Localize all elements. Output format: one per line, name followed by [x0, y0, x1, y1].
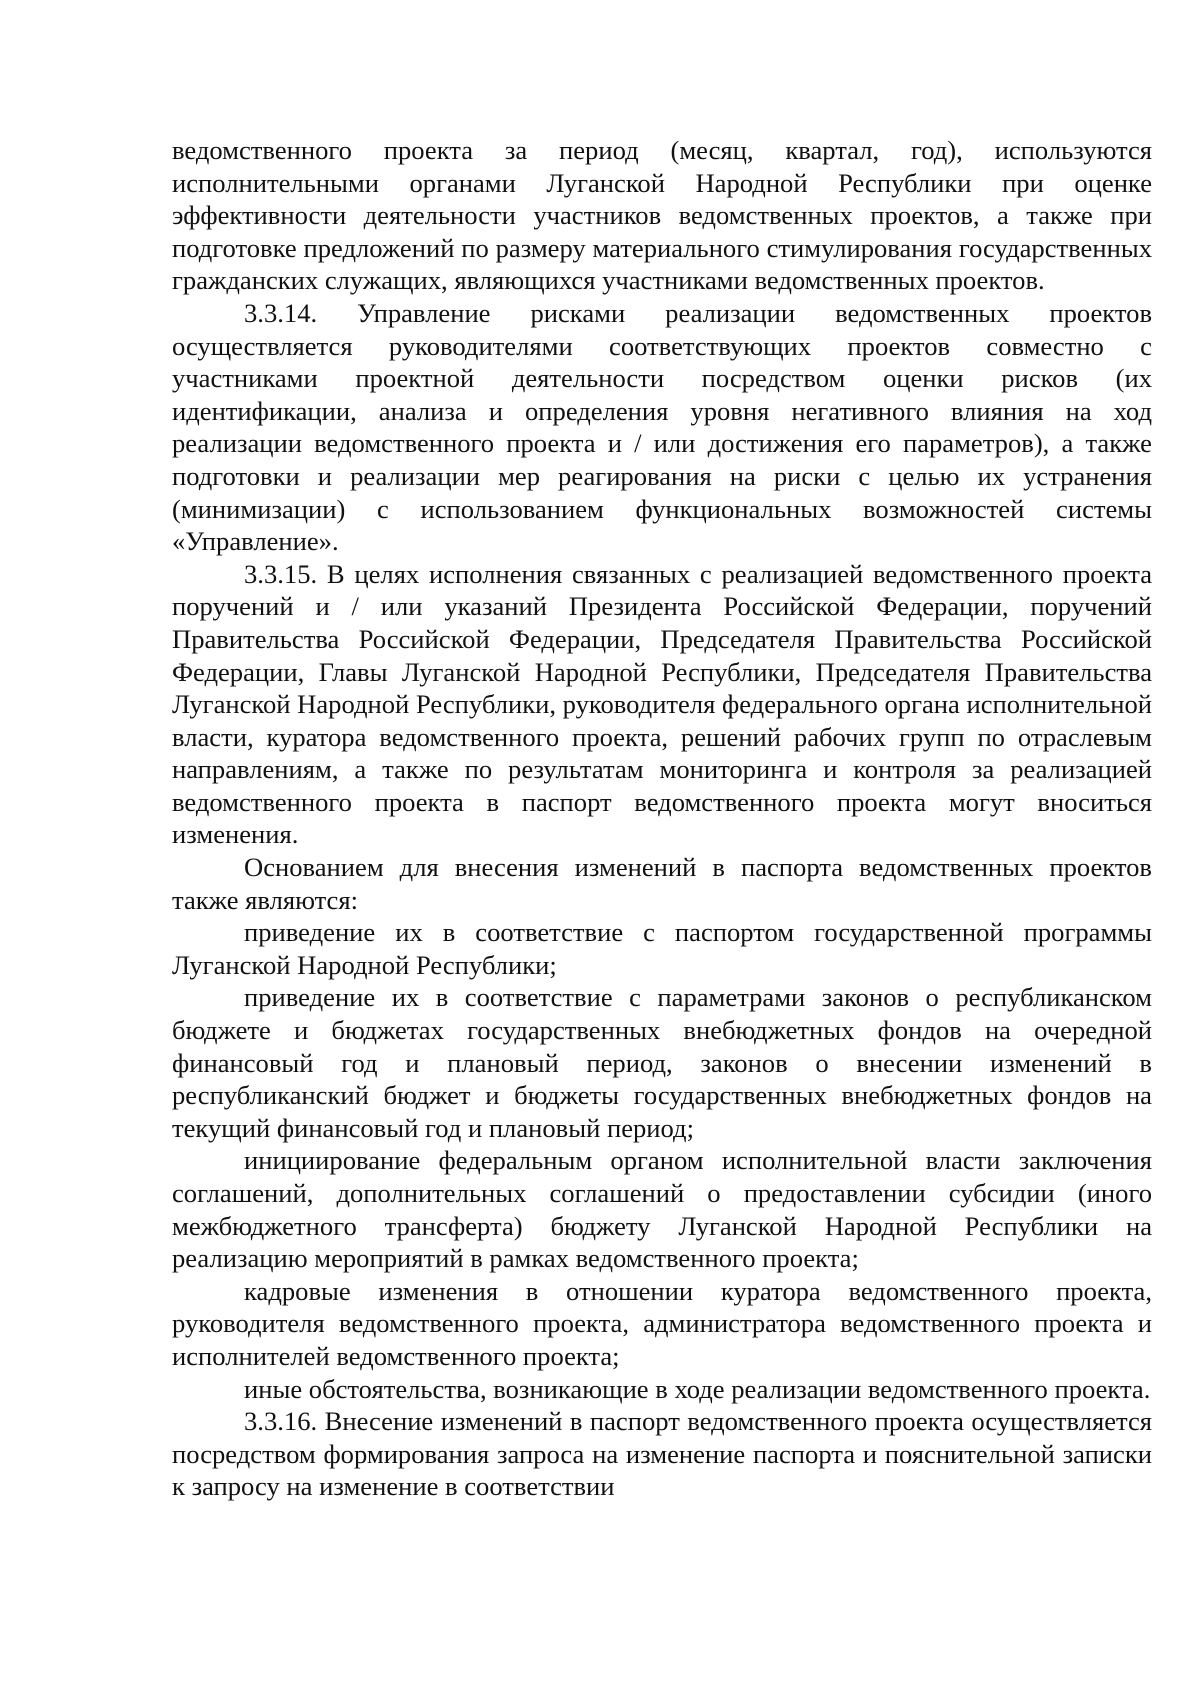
list-item-budget-laws: приведение их в соответствие с параметрами законов о республиканском бюджете и бюджетах государственных внебюджетных фондов на очередной финансовый год и плановый период, законов о внесении изменений в республиканский бюджет и бюджеты государственных внебюджетных фондов на текущий финансовый год и плановый период;	[172, 982, 1152, 1143]
paragraph-3-3-16: 3.3.16. Внесение изменений в паспорт ведомственного проекта осуществляется посредством формирования запроса на изменение паспорта и пояснительной записки к запросу на изменение в соответствии	[172, 1406, 1152, 1502]
paragraph-continuation: ведомственного проекта за период (месяц, квартал, год), используются исполнительными органами Луганской Народной Республики при оценке эффективности деятельности участников ведомственных проектов, а также при подготовке предложений по размеру материального стимулирования государственных гражданских служащих, являющихся участниками ведомственных проектов.	[172, 135, 1152, 296]
document-page	[172, 134, 1152, 1503]
list-item-federal-agreements: инициирование федеральным органом исполнительной власти заключения соглашений, дополнительных соглашений о предоставлении субсидии (иного межбюджетного трансферта) бюджету Луганской Народной Республики на реализацию мероприятий в рамках ведомственного проекта;	[172, 1145, 1152, 1274]
paragraph-grounds-intro: Основанием для внесения изменений в паспорта ведомственных проектов также являются:	[172, 852, 1152, 915]
paragraph-3-3-14: 3.3.14. Управление рисками реализации ведомственных проектов осуществляется руководителями соответствующих проектов совместно с участниками проектной деятельности посредством оценки рисков (их идентификации, анализа и определения уровня негативного влияния на ход реализации ведомственного проекта и / или достижения его параметров), а также подготовки и реализации мер реагирования на риски с целью их устранения (минимизации) с использованием функциональных возможностей системы «Управление».	[172, 297, 1152, 557]
list-item-other-circumstances: иные обстоятельства, возникающие в ходе реализации ведомственного проекта.	[244, 1373, 1151, 1404]
list-item-state-program: приведение их в соответствие с паспортом государственной программы Луганской Народной Республики;	[172, 917, 1152, 980]
paragraph-3-3-15: 3.3.15. В целях исполнения связанных с реализацией ведомственного проекта поручений и / или указаний Президента Российской Федерации, поручений Правительства Российской Федерации, Председателя Правительства Российской Федерации, Главы Луганской Народной Республики, Председателя Правительства Луганской Народной Республики, руководителя федерального органа исполнительной власти, куратора ведомственного проекта, решений рабочих групп по отраслевым направлениям, а также по результатам мониторинга и контроля за реализацией ведомственного проекта в паспорт ведомственного проекта могут вноситься изменения.	[172, 558, 1152, 850]
list-item-personnel-changes: кадровые изменения в отношении куратора ведомственного проекта, руководителя ведомственного проекта, администратора ведомственного проекта и исполнителей ведомственного проекта;	[172, 1275, 1152, 1371]
